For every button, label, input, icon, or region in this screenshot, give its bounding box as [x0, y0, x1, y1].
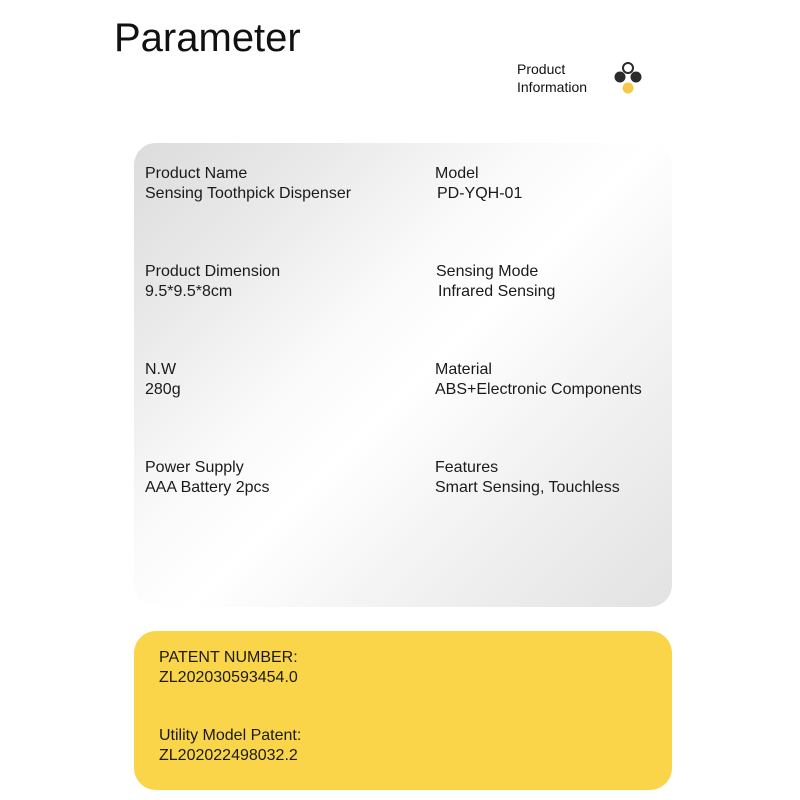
spec-sensing-mode — [436, 262, 555, 302]
patent-value: ZL202022498032.2 — [159, 747, 298, 764]
spec-label: Product Dimension — [145, 263, 281, 280]
patent-label: Utility Model Patent: — [159, 727, 302, 744]
spec-value: ABS+Electronic Components — [435, 381, 642, 398]
spec-product-name — [145, 164, 351, 204]
spec-label: Features — [435, 459, 499, 476]
spec-label: Sensing Mode — [436, 263, 539, 280]
spec-value: AAA Battery 2pcs — [145, 479, 270, 496]
spec-value: PD-YQH-01 — [437, 185, 523, 202]
page-title: Parameter — [114, 16, 301, 60]
patent-label: PATENT NUMBER: — [159, 649, 298, 666]
patent-value: ZL202030593454.0 — [159, 669, 298, 686]
spec-product-dimension — [145, 262, 280, 302]
utility-model-patent — [159, 726, 301, 766]
info-label-line-2: Information — [517, 79, 588, 95]
product-information-label — [517, 60, 587, 96]
spec-label: Model — [435, 165, 479, 182]
spec-features — [435, 458, 620, 498]
spec-net-weight — [145, 360, 181, 400]
spec-label: N.W — [145, 361, 177, 378]
spec-material — [435, 360, 642, 400]
spec-value: 9.5*9.5*8cm — [145, 283, 233, 300]
spec-label: Product Name — [145, 165, 248, 182]
spec-value: Infrared Sensing — [438, 283, 556, 300]
spec-model — [435, 164, 522, 204]
spec-value: 280g — [145, 381, 181, 398]
spec-label: Power Supply — [145, 459, 244, 476]
spec-value: Smart Sensing, Touchless — [435, 479, 620, 496]
specifications-card — [134, 143, 672, 607]
spec-label: Material — [435, 361, 492, 378]
brand-logo-icon — [611, 62, 647, 98]
patent-number — [159, 648, 298, 688]
patent-card — [134, 631, 672, 790]
info-label-line-1: Product — [517, 61, 566, 77]
spec-power-supply — [145, 458, 270, 498]
spec-value: Sensing Toothpick Dispenser — [145, 185, 352, 202]
